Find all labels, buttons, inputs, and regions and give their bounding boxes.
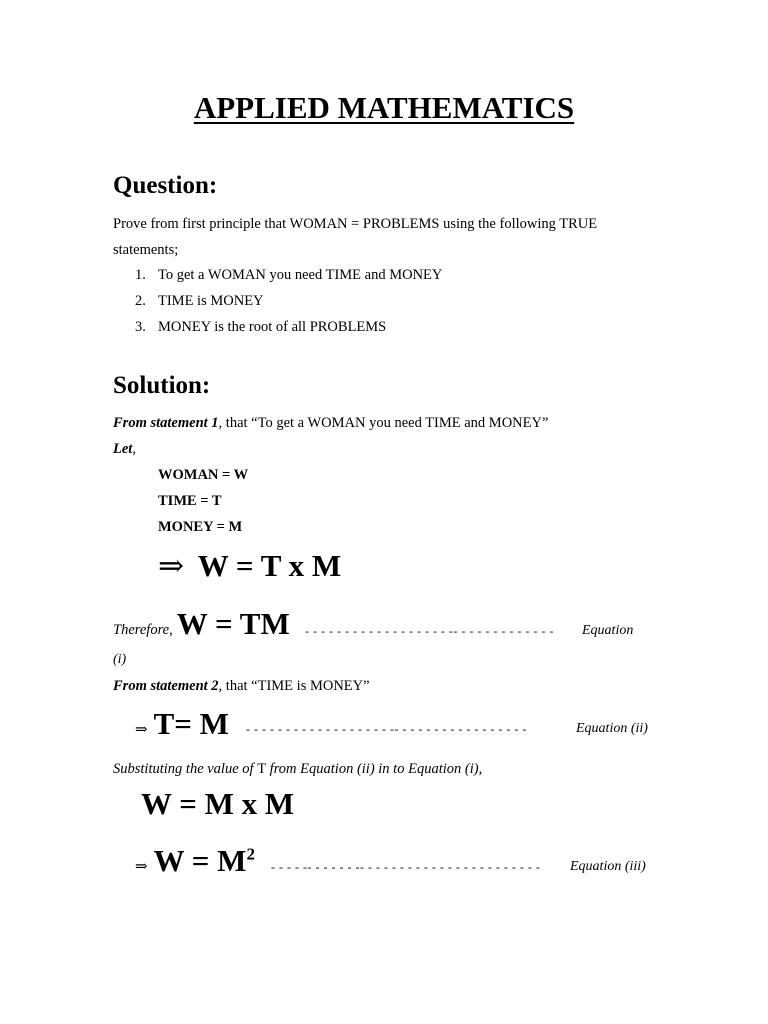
equation-w-mxm: W = M x M bbox=[141, 786, 295, 821]
equation-i-label: Equation bbox=[582, 623, 634, 638]
definition-money: MONEY = M bbox=[158, 519, 243, 535]
therefore-label: Therefore, bbox=[113, 622, 173, 638]
equation-w-tm: W = TM bbox=[176, 606, 290, 641]
equation-iii-label: Equation (iii) bbox=[570, 859, 646, 874]
substitution-text-b: from Equation (ii) in to Equation (i), bbox=[266, 761, 483, 777]
substitution-text-a: Substituting the value of bbox=[113, 761, 258, 777]
equation-exponent: 2 bbox=[246, 844, 255, 864]
question-text-line2: statements; bbox=[113, 242, 179, 258]
list-item-number: 1. bbox=[135, 267, 146, 283]
equation-t-m: T= M bbox=[153, 706, 229, 741]
substitution-variable: T bbox=[257, 761, 267, 777]
from-statement-1-label: From statement 1 bbox=[113, 415, 219, 431]
equation-i-dashes: - - - - - - - - - - - - - - - - - - -- - - - - - - - - - - - - bbox=[305, 624, 554, 638]
from-statement-1-text: , that “To get a WOMAN you need TIME and MONEY” bbox=[218, 415, 549, 431]
let-label: Let bbox=[113, 441, 133, 457]
equation-w-m-squared bbox=[154, 843, 255, 878]
equation-iii-dashes: - - - - -- - - - - - -- - - - - - - - - - - - - - - - - - - - - - - bbox=[271, 860, 541, 874]
list-item-text: MONEY is the root of all PROBLEMS bbox=[158, 319, 387, 335]
solution-heading: Solution: bbox=[113, 372, 211, 399]
implies-symbol: ⇒ bbox=[135, 859, 148, 875]
definition-woman: WOMAN = W bbox=[158, 467, 249, 483]
equation-i-line bbox=[113, 606, 290, 642]
equation-ii-line bbox=[135, 706, 229, 742]
implies-symbol: ⇒ bbox=[135, 722, 148, 738]
implies-symbol: ⇒ bbox=[158, 548, 184, 583]
let-comma: , bbox=[132, 441, 136, 457]
list-item-text: To get a WOMAN you need TIME and MONEY bbox=[158, 267, 443, 283]
question-heading: Question: bbox=[113, 172, 218, 199]
from-statement-2-label: From statement 2 bbox=[113, 678, 219, 694]
equation-w-txm bbox=[158, 548, 341, 584]
equation-w-txm-text: W = T x M bbox=[197, 548, 342, 583]
from-statement-2-line bbox=[113, 678, 370, 695]
list-item-text: TIME is MONEY bbox=[158, 293, 264, 309]
list-item-number: 3. bbox=[135, 319, 146, 335]
from-statement-1-line bbox=[113, 415, 548, 432]
definition-time: TIME = T bbox=[158, 493, 222, 509]
page-title: APPLIED MATHEMATICS bbox=[193, 90, 575, 125]
equation-iii-line bbox=[135, 843, 255, 879]
equation-ii-label: Equation (ii) bbox=[576, 721, 648, 736]
question-text-line1: Prove from first principle that WOMAN = PROBLEMS using the following TRUE bbox=[113, 216, 598, 232]
let-line bbox=[113, 441, 136, 458]
from-statement-2-text: , that “TIME is MONEY” bbox=[218, 678, 370, 694]
list-item-number: 2. bbox=[135, 293, 146, 309]
equation-w-m-base: W = M bbox=[153, 843, 247, 878]
equation-i-label-number: (i) bbox=[113, 652, 127, 667]
equation-ii-dashes: - - - - - - - - - - - - - - - - - - -- - - - - - - - - - - - - - - - - bbox=[246, 722, 527, 736]
substitution-line bbox=[113, 761, 482, 778]
